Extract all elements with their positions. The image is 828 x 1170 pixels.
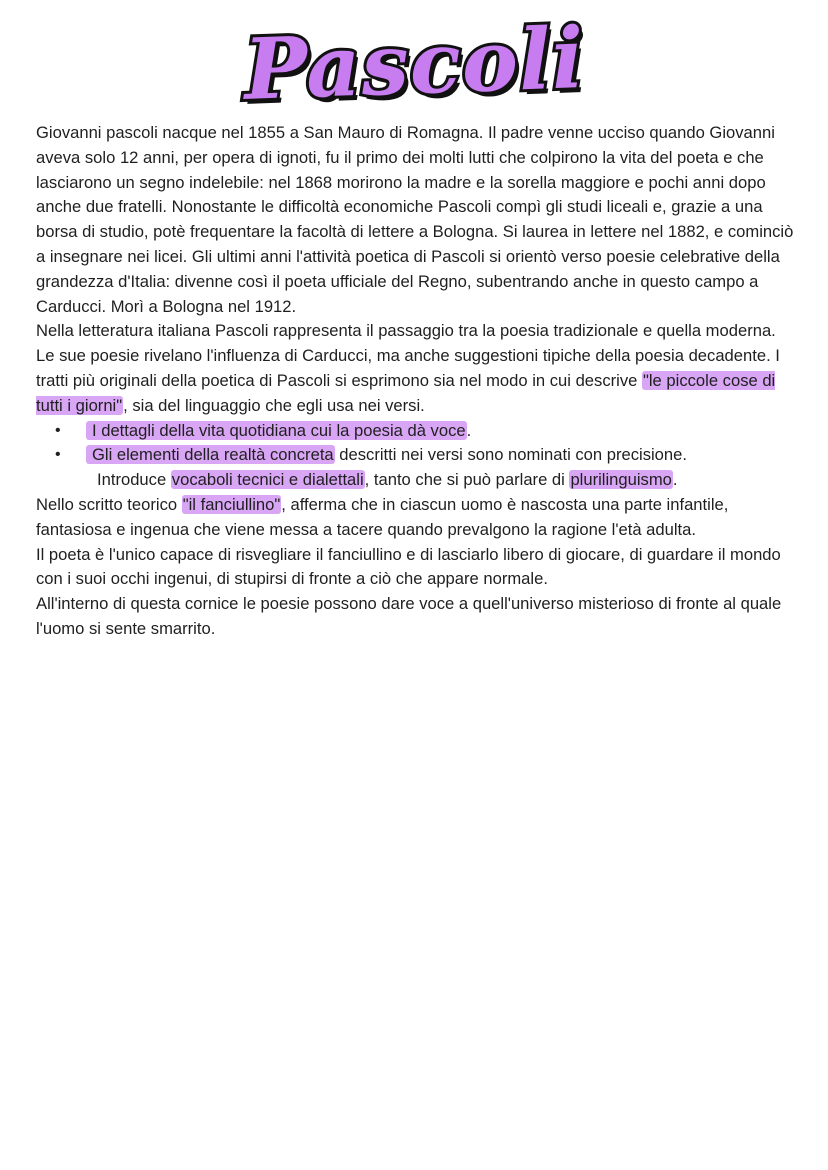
page-title: Pascoli xyxy=(242,8,586,119)
paragraph-cornice: All'interno di questa cornice le poesie possono dare voce a quell'universo misterioso di fronte al quale l'uomo si sente smarrito. xyxy=(36,594,782,638)
highlight-piccole-cose: "le piccole cose di tutti i giorni" xyxy=(36,370,776,415)
list-item-end: descritti nei versi sono nominati con precisione. xyxy=(334,445,687,465)
highlight-vocaboli: vocaboli tecnici e dialettali xyxy=(171,470,364,490)
list-item xyxy=(36,419,796,444)
highlight-fanciullino: "il fanciullino" xyxy=(182,494,281,514)
paragraph-poeta: Il poeta è l'unico capace di risvegliare il fanciullino e di lasciarlo libero di giocare, di guardare il mondo con i suoi occhi ingenui, di stupirsi di fronte a ciò che appare normale. xyxy=(36,544,781,589)
paragraph-fanciullino xyxy=(36,493,796,543)
paragraph-fanciullino-end: , afferma che in ciascun uomo è nascosta una parte infantile, fantasiosa e ingenua che viene messa a tacere quando prevalgono la ragione l'età adulta. xyxy=(36,494,729,539)
indented-line-end: . xyxy=(672,470,678,490)
title-banner xyxy=(0,8,828,120)
indented-line-start: Introduce xyxy=(97,470,171,490)
highlight-dettagli: I dettagli della vita quotidiana cui la poesia dà voce xyxy=(86,421,467,440)
highlight-plurilinguismo: plurilinguismo xyxy=(570,470,672,490)
list-item-end: . xyxy=(466,420,472,440)
list-item xyxy=(36,443,796,468)
indented-line-middle: , tanto che si può parlare di xyxy=(364,470,570,490)
paragraph-poetics xyxy=(36,319,796,418)
indented-line xyxy=(36,468,796,493)
bullet-icon: • xyxy=(55,446,61,464)
bullet-list xyxy=(36,419,796,469)
paragraph-poetics-text: Nella letteratura italiana Pascoli rappresenta il passaggio tra la poesia tradizionale e quella moderna. Le sue poesie rivelano l'influenza di Carducci, ma anche suggestioni tipiche della poesia decadente. I tratti più originali della poetica di Pascoli si esprimono sia nel modo in cui descrive xyxy=(36,321,780,390)
paragraph-fanciullino-start: Nello scritto teorico xyxy=(36,494,182,514)
highlight-elementi: Gli elementi della realtà concreta xyxy=(86,445,335,464)
paragraph-poetics-end: , sia del linguaggio che egli usa nei versi. xyxy=(123,395,425,415)
paragraph-biography: Giovanni pascoli nacque nel 1855 a San Mauro di Romagna. Il padre venne ucciso quando Giovanni aveva solo 12 anni, per opera di ignoti, fu il primo dei molti lutti che colpirono la vita del poeta e che lasciarono un segno indelebile: nel 1868 morirono la madre e la sorella maggiore e pochi anni dopo anche due fratelli. Nonostante le difficoltà economiche Pascoli compì gli studi liceali e, grazie a una borsa di studio, potè frequentare la facoltà di lettere a Bologna. Si laurea in lettere nel 1882, e cominciò a insegnare nei licei. Gli ultimi anni l'attività poetica di Pascoli si orientò verso poesie celebrative della grandezza d'Italia: divenne così il poeta ufficiale del Regno, subentrando anche in questo campo a Carducci. Morì a Bologna nel 1912. xyxy=(36,123,794,316)
bullet-icon: • xyxy=(55,421,61,439)
document-body xyxy=(36,121,796,642)
